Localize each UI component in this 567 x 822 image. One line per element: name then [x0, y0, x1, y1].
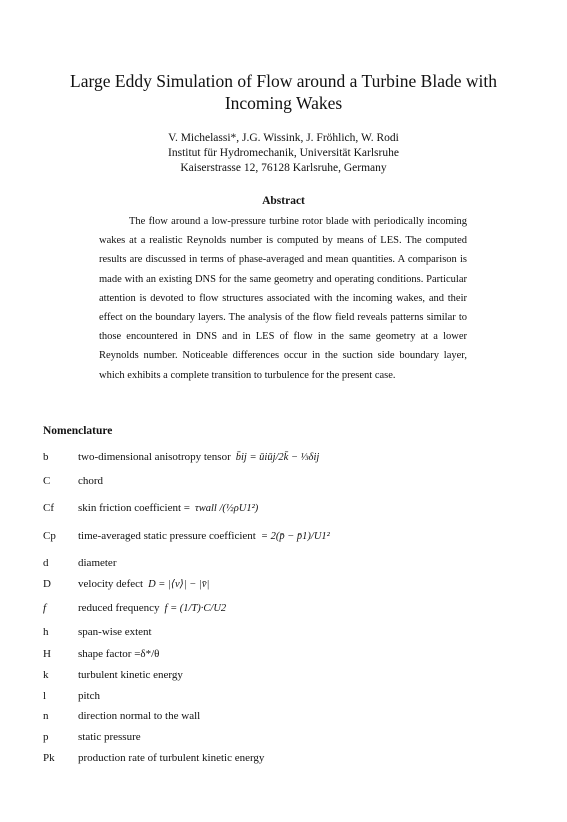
author-block: [60, 131, 507, 176]
affiliation: Institut für Hydromechanik, Universität Karlsruhe: [168, 147, 399, 159]
nomenclature-definition: span-wise extent: [78, 626, 152, 638]
nomenclature-formula: τwall /(½ρU1²): [195, 503, 259, 514]
nomenclature-definition: static pressure: [78, 731, 141, 743]
nomenclature-symbol: f: [43, 602, 47, 614]
nomenclature-heading: Nomenclature: [43, 425, 113, 437]
nomenclature-definition: shape factor =δ*/θ: [78, 648, 160, 660]
title-line-1: Large Eddy Simulation of Flow around a Turbine Blade with: [70, 71, 497, 91]
paper-title: [40, 70, 527, 114]
nomenclature-definition: chord: [78, 475, 104, 487]
nomenclature-formula: D = |⟨v⟩| − |v̄|: [148, 579, 210, 590]
nomenclature-definition: two-dimensional anisotropy tensor: [78, 451, 231, 463]
nomenclature-formula: b̄ij = ūiūj/2k̄ − ⅓δij: [235, 452, 320, 463]
nomenclature-symbol: l: [43, 690, 47, 702]
nomenclature-definition: velocity defect: [78, 578, 144, 590]
nomenclature-symbol: d: [43, 557, 49, 569]
nomenclature-symbol: k: [43, 669, 49, 681]
nomenclature-symbol: Cf: [43, 502, 54, 514]
address: Kaiserstrasse 12, 76128 Karlsruhe, Germany: [180, 162, 387, 174]
nomenclature-symbol: D: [43, 578, 51, 590]
nomenclature-formula: f = (1/T)·C/U2: [164, 603, 227, 614]
nomenclature-definition: production rate of turbulent kinetic energy: [78, 752, 265, 764]
nomenclature-definition: direction normal to the wall: [78, 710, 201, 722]
nomenclature-definition: skin friction coefficient =: [78, 502, 190, 514]
nomenclature-definition: reduced frequency: [78, 602, 160, 614]
nomenclature-symbol: n: [43, 710, 49, 722]
nomenclature-symbol: Cp: [43, 530, 56, 542]
nomenclature-symbol: h: [43, 626, 49, 638]
nomenclature-definition: turbulent kinetic energy: [78, 669, 183, 681]
authors: V. Michelassi*, J.G. Wissink, J. Fröhlich, W. Rodi: [168, 132, 399, 144]
nomenclature-formula: = 2(p̄ − p̄1)/U1²: [260, 531, 330, 542]
nomenclature-symbol: p: [43, 731, 49, 743]
nomenclature-definition: pitch: [78, 690, 100, 702]
nomenclature-symbol: b: [43, 451, 49, 463]
nomenclature-definition: time-averaged static pressure coefficient: [78, 530, 256, 542]
nomenclature-definition: diameter: [78, 557, 117, 569]
abstract-heading: Abstract: [262, 195, 305, 207]
abstract-text: The flow around a low-pressure turbine rotor blade with periodically incoming wakes at a realistic Reynolds number is computed by means of LES. The computed results are discussed in terms of phase-averaged and mean quantities. A comparison is made with an existing DNS for the same geometry and operating conditions. Particular attention is devoted to flow structures associated with the incoming wakes, and their effect on the boundary layers. The analysis of the flow field reveals patterns similar to those encountered in DNS and in LES of flow in the same geometry at a lower Reynolds number. Noticeable differences occur in the suction side boundary layer, which exhibits a complete transition to turbulence for the present case.: [99, 216, 467, 381]
nomenclature-symbol: H: [43, 648, 51, 660]
nomenclature-symbol: Pk: [43, 752, 55, 764]
title-line-2: Incoming Wakes: [224, 93, 343, 113]
nomenclature-symbol: C: [43, 475, 51, 487]
